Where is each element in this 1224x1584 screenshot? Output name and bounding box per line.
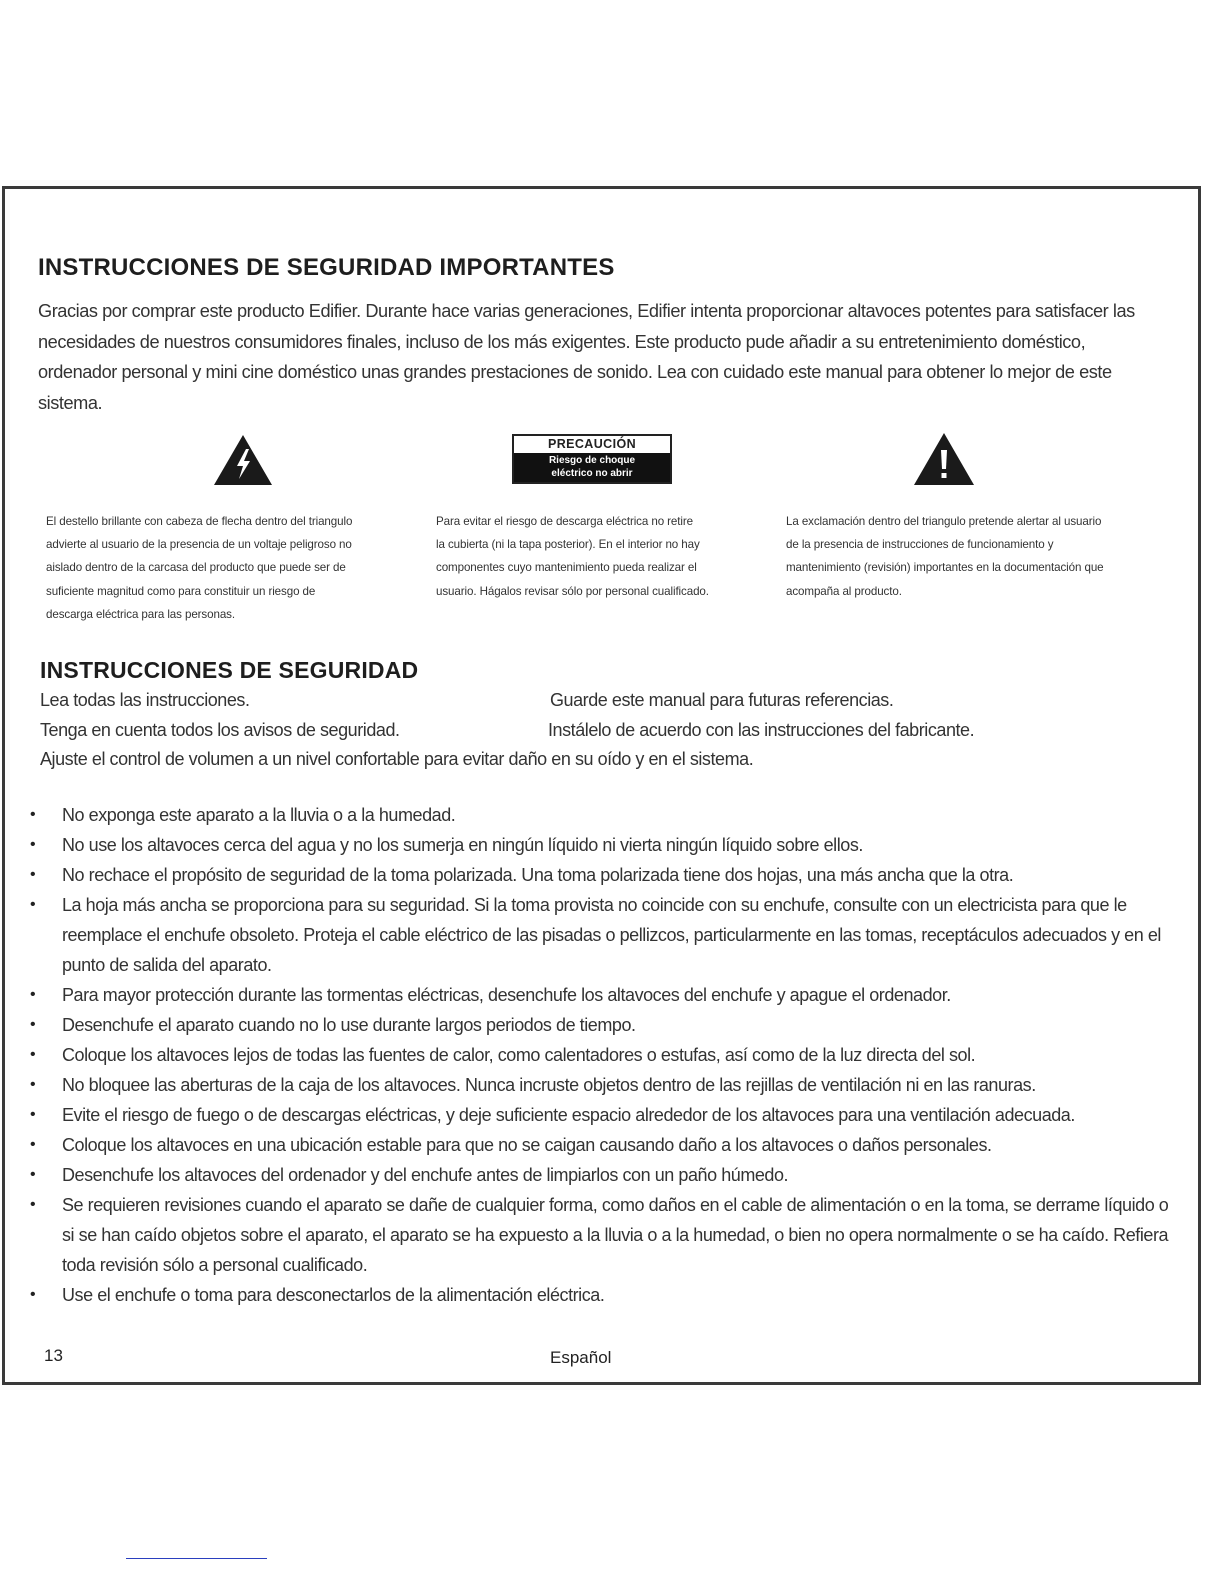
instruction-read-all: Lea todas las instrucciones. [40,690,250,710]
caption-caution [436,510,709,603]
caption-line: suficiente magnitud como para constituir un riesgo de [46,584,316,598]
safety-bullet-list [30,800,1170,1310]
caption-line: Para evitar el riesgo de descarga eléctrica no retire [436,515,693,528]
caption-line: usuario. Hágalos revisar sólo por personal cualificado. [436,584,709,598]
caption-exclamation [786,510,1104,603]
caption-line: descarga eléctrica para las personas. [46,607,235,621]
instruction-heed-warnings: Tenga en cuenta todos los avisos de seguridad. [40,720,400,740]
list-item: • Use el enchufe o toma para desconectarlos de la alimentación eléctrica. [30,1280,1170,1310]
list-item: • Se requieren revisiones cuando el aparato se dañe de cualquier forma, como daños en el cable de alimentación o en la toma, se derrame líquido o si se han caído objetos sobre el aparato, el aparato se ha expuesto a la lluvia o a la humedad, o bien no opera normalmente o se ha caído. Refiera toda revisión sólo a personal cualificado. [30,1190,1170,1280]
list-item: • Desenchufe el aparato cuando no lo use durante largos periodos de tiempo. [30,1010,1170,1040]
list-item: • Para mayor protección durante las tormentas eléctricas, desenchufe los altavoces del enchufe y apague el ordenador. [30,980,1170,1010]
caption-line: La exclamación dentro del triangulo pretende alertar al usuario [786,515,1102,528]
list-item: • La hoja más ancha se proporciona para su seguridad. Si la toma provista no coincide con su enchufe, consulte con un electricista para que le reemplace el enchufe obsoleto. Proteja el cable eléctrico de las pisadas o pellizcos, particularmente en las tomas, receptáculos adecuados y en el punto de salida del aparato. [30,890,1170,980]
caption-line: mantenimiento (revisión) importantes en la documentación que [786,561,1104,575]
list-item: • Coloque los altavoces lejos de todas las fuentes de calor, como calentadores o estufas, así como de la luz directa del sol. [30,1040,1170,1070]
bottom-divider [126,1558,267,1559]
page-number: 13 [44,1346,63,1365]
page-title: INSTRUCCIONES DE SEGURIDAD IMPORTANTES [38,254,615,281]
caution-line-2: eléctrico no abrir [551,468,633,479]
caption-line: advierte al usuario de la presencia de un voltaje peligroso no [46,538,352,552]
caution-label [512,434,672,484]
caution-subtext [514,453,670,482]
caption-line: de la presencia de instrucciones de funcionamiento y [786,538,1054,552]
caution-title: PRECAUCIÓN [547,437,637,451]
caption-line: aislado dentro de la carcasa del producto que puede ser de [46,561,346,575]
list-item: • No use los altavoces cerca del agua y no los sumerja en ningún líquido ni vierta ningún líquido sobre ellos. [30,830,1170,860]
lightning-triangle-icon [212,433,274,487]
caption-line: componentes cuyo mantenimiento pueda realizar el [436,561,697,575]
intro-paragraph: Gracias por comprar este producto Edifier. Durante hace varias generaciones, Edifier intenta proporcionar altavoces potentes para satisfacer las necesidades de nuestros consumidores finales, incluso de los más exigentes. Este producto pude añadir a su entretenimiento doméstico, ordenador personal y mini cine doméstico unas grandes prestaciones de sonido. Lea con cuidado este manual para obtener lo mejor de este sistema. [38,301,1135,413]
instruction-keep-manual: Guarde este manual para futuras referencias. [550,690,894,710]
exclamation-triangle-icon [912,431,976,487]
list-item: • Desenchufe los altavoces del ordenador y del enchufe antes de limpiarlos con un paño húmedo. [30,1160,1170,1190]
caption-line: El destello brillante con cabeza de flecha dentro del triangulo [46,515,353,528]
caution-line-1: Riesgo de choque [548,455,636,466]
caption-lightning [46,510,352,626]
caption-line: acompaña al producto. [786,584,902,598]
section-title: INSTRUCCIONES DE SEGURIDAD [40,657,419,683]
caption-line: la cubierta (ni la tapa posterior). En el interior no hay [436,538,700,552]
list-item: • No bloquee las aberturas de la caja de los altavoces. Nunca incruste objetos dentro de las rejillas de ventilación ni en las ranuras. [30,1070,1170,1100]
list-item: • Evite el riesgo de fuego o de descargas eléctricas, y deje suficiente espacio alrededor de los altavoces para una ventilación adecuada. [30,1100,1170,1130]
footer-language: Español [550,1348,612,1367]
list-item: • No rechace el propósito de seguridad de la toma polarizada. Una toma polarizada tiene dos hojas, una más ancha que la otra. [30,860,1170,890]
instruction-volume: Ajuste el control de volumen a un nivel confortable para evitar daño en su oído y en el sistema. [40,749,754,769]
list-item: • Coloque los altavoces en una ubicación estable para que no se caigan causando daño a los altavoces o daños personales. [30,1130,1170,1160]
list-item: • No exponga este aparato a la lluvia o a la humedad. [30,800,1170,830]
instruction-install: Instálelo de acuerdo con las instrucciones del fabricante. [548,720,975,740]
